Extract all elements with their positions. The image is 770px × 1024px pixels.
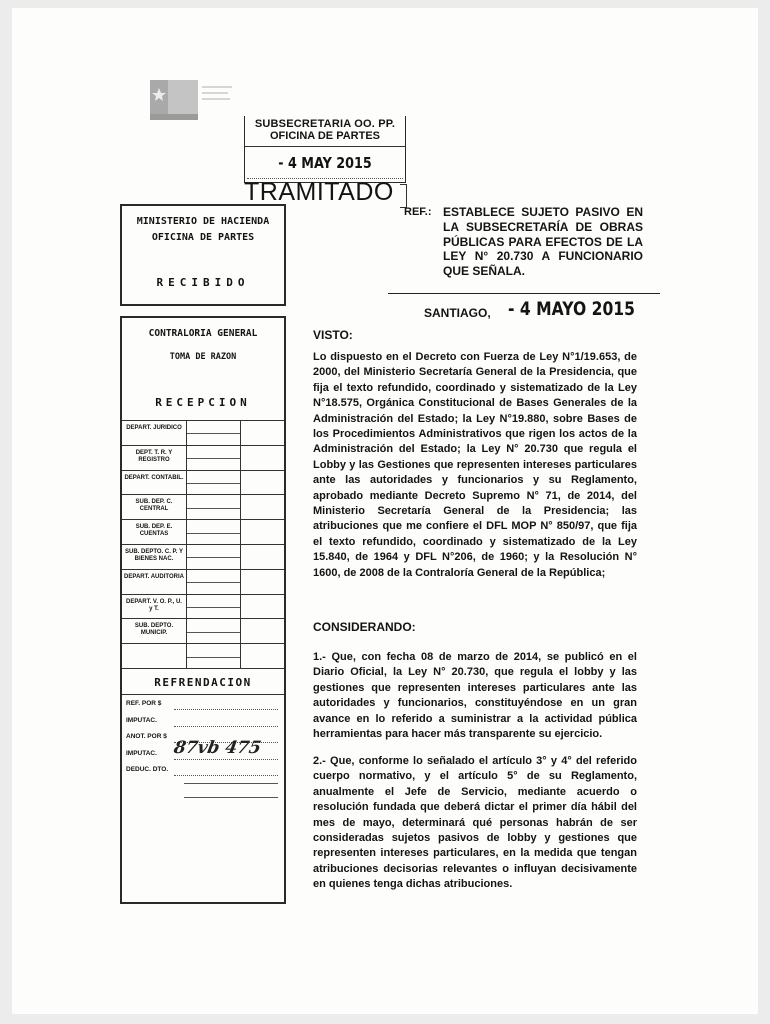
contraloria-row bbox=[122, 470, 284, 496]
refrendacion-field-label: IMPUTAC. bbox=[126, 716, 157, 724]
ref-text: ESTABLECE SUJETO PASIVO EN LA SUBSECRETARÍA DE OBRAS PÚBLICAS PARA EFECTOS DE LA LEY N° 20.730 A FUNCIONARIO QUE SEÑALA. bbox=[443, 205, 643, 279]
hacienda-received-stamp bbox=[120, 204, 286, 306]
hacienda-line-3: RECIBIDO bbox=[156, 276, 250, 289]
refrendacion-field-label: ANOT. POR $ bbox=[126, 733, 167, 740]
hacienda-line-1: MINISTERIO DE HACIENDA bbox=[136, 216, 270, 227]
considerando-1: 1.- Que, con fecha 08 de marzo de 2014, se publicó en el Diario Oficial, la Ley N° 20.730, que regula el lobby y las gestiones que representen intereses particulares ante las autoridades y funcionarios, constituyéndose en un gran avance en lo referido a suministrar a la actividad pública herramientas para hacer más transparente su ejercicio. bbox=[313, 651, 637, 741]
contraloria-row bbox=[122, 445, 284, 471]
contraloria-row-label: DEPART. AUDITORIA bbox=[124, 573, 184, 580]
refrendacion-field-label: DEDUC. DTO. bbox=[126, 766, 169, 773]
contraloria-row-label: SUB. DEPTO. C. P. Y BIENES NAC. bbox=[124, 549, 184, 562]
contraloria-row bbox=[122, 618, 284, 644]
refrendacion-heading: REFRENDACION bbox=[154, 676, 252, 689]
contraloria-row bbox=[122, 594, 284, 620]
contraloria-row-label: SUB. DEP. E. CUENTAS bbox=[135, 524, 173, 538]
stamp-date: - 4 MAY 2015 bbox=[278, 154, 372, 172]
contraloria-row bbox=[122, 544, 284, 570]
visto-paragraph: Lo dispuesto en el Decreto con Fuerza de Ley N°1/19.653, de 2000, del Ministerio Secretaría General de la Presidencia, que fija el texto refundido, coordinado y sistematizado de la Ley N°18.575, Orgánica Constitucional de Bases Generales de la Administración del Estado; la Ley N°19.880, sobre Bases de los Procedimientos Administrativos que rigen los actos de la Administración del Estado; la Ley N° 20.730 que regula el Lobby y las Gestiones que representen intereses particulares ante las autoridades y funcionarios y su Reglamento, aprobado mediante Decreto Supremo N° 71, de 2014, del Ministerio Secretaría General de la Presidencia; las atribuciones que me confiere el DFL MOP N° 850/97, que fija el texto refundido, coordinado y sistematizado de la Ley 15.840, de 1964 y DFL N°206, de 1960; y la Resolución N° 1600, de 2008 de la Contraloría General de la República; bbox=[313, 351, 637, 579]
handwritten-number: 87vb 475 bbox=[172, 737, 263, 758]
stamp-line-2: OFICINA DE PARTES bbox=[269, 130, 380, 142]
contraloria-row bbox=[122, 643, 284, 669]
government-logo bbox=[150, 80, 240, 138]
ref-divider bbox=[388, 293, 660, 294]
tramitado-box bbox=[400, 184, 407, 208]
toma-de-razon: TOMA DE RAZON bbox=[169, 352, 237, 362]
document-date: - 4 MAYO 2015 bbox=[508, 298, 635, 320]
contraloria-row-label: DEPART. V. O. P., U. y T. bbox=[126, 598, 182, 612]
ref-label: REF.: bbox=[404, 206, 432, 218]
contraloria-row-label: DEPT. T. R. Y REGISTRO bbox=[135, 449, 173, 463]
tramitado-stamp: TRAMITADO bbox=[244, 178, 394, 206]
contraloria-row-label: SUB. DEPTO. MUNICIP. bbox=[134, 623, 174, 637]
refrendacion-field-label: REF. POR $ bbox=[126, 700, 162, 707]
contraloria-row-label: DEPART. JURIDICO bbox=[126, 425, 182, 431]
city-label: SANTIAGO, bbox=[424, 306, 491, 320]
oficina-partes-stamp bbox=[244, 116, 406, 183]
considerando-heading: CONSIDERANDO: bbox=[313, 620, 416, 634]
contraloria-row-label: SUB. DEP. C. CENTRAL bbox=[135, 499, 173, 513]
contraloria-row-label: DEPART. CONTABIL. bbox=[124, 474, 184, 481]
contraloria-row bbox=[122, 519, 284, 545]
recepcion-label: RECEPCION bbox=[155, 396, 251, 409]
considerando-2: 2.- Que, conforme lo señalado el artículo 3° y 4° del referido cuerpo normativo, y el artículo 5° de su Reglamento, anualmente el Jefe de Servicio, mediante acuerdo o resolución fundada que deberá dictar el primer día hábil del mes de mayo, determinará qué personas habrán de ser consideradas sujetos pasivos de lobby y gestiones que representen intereses particulares, en la medida que tengan atribuciones decisorias relevantes o influyan decisivamente en quienes tenga dichas atribuciones. bbox=[313, 755, 637, 891]
stamp-line-1: SUBSECRETARIA OO. PP. bbox=[254, 118, 396, 130]
contraloria-row bbox=[122, 569, 284, 595]
contraloria-title: CONTRALORIA GENERAL bbox=[148, 328, 258, 339]
contraloria-row bbox=[122, 420, 284, 446]
visto-heading: VISTO: bbox=[313, 328, 353, 342]
contraloria-row bbox=[122, 494, 284, 520]
hacienda-line-2: OFICINA DE PARTES bbox=[151, 232, 255, 243]
contraloria-stamp bbox=[120, 316, 286, 904]
refrendacion-field-label: IMPUTAC. bbox=[126, 749, 157, 757]
